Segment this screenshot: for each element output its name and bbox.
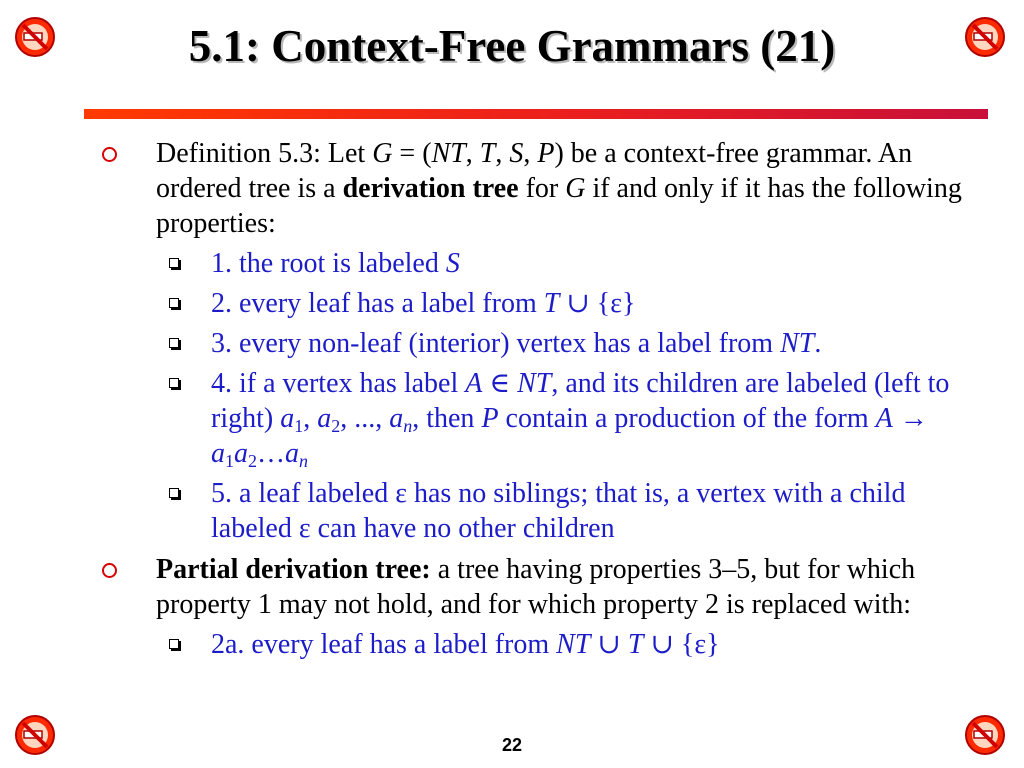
partial-derivation-term: Partial derivation tree:	[156, 554, 431, 585]
definition-bullet: Definition 5.3: Let G = (NT, T, S, P) be a context-free grammar. An ordered tree is a derivation tree for G if and only if it has the following properties:	[96, 136, 976, 241]
property-3: 3. every non-leaf (interior) vertex has a label from NT.	[96, 326, 976, 361]
property-2a: 2a. every leaf has a label from NT ∪ T ∪ {ε}	[96, 627, 976, 662]
page-number: 22	[501, 735, 523, 755]
property-5: 5. a leaf labeled ε has no siblings; that is, a vertex with a child labeled ε can have no other children	[96, 476, 976, 546]
square-bullet-icon	[169, 378, 179, 388]
square-bullet-icon	[169, 298, 179, 308]
square-bullet-icon	[169, 488, 179, 498]
partial-derivation-bullet: Partial derivation tree: a tree having properties 3–5, but for which property 1 may not hold, and for which property 2 is replaced with:	[96, 552, 976, 622]
circle-bullet-icon	[102, 563, 117, 578]
square-bullet-icon	[169, 338, 179, 348]
slide-body	[96, 136, 976, 662]
title-divider	[84, 109, 988, 119]
derivation-tree-term: derivation tree	[342, 173, 519, 204]
property-2: 2. every leaf has a label from T ∪ {ε}	[96, 286, 976, 321]
property-4: 4. if a vertex has label A ∈ NT, and its children are labeled (left to right) $a_1$, $a_2$, ..., $a_n$, then P contain a production of the form $A \to a_1a_2\dots a_n$	[96, 366, 976, 471]
slide-title: 5.1: Context-Free Grammars (21)	[188, 21, 836, 71]
property-1: 1. the root is labeled S	[96, 246, 976, 281]
circle-bullet-icon	[102, 147, 117, 162]
square-bullet-icon	[169, 258, 179, 268]
square-bullet-icon	[169, 639, 179, 649]
